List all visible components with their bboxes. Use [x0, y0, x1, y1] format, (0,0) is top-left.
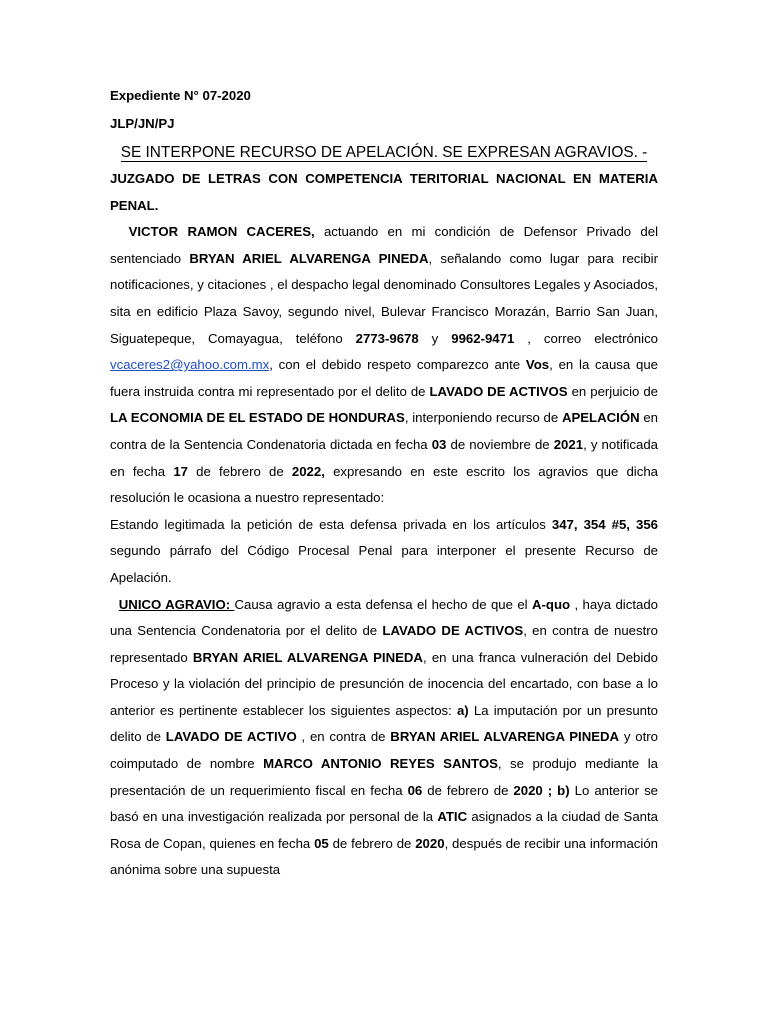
- text-run: , después de recibir una información anónima sobre una supuesta: [110, 835, 658, 878]
- requirement-year-and-point-b: 2020 ; b): [513, 782, 570, 798]
- crime-name: LAVADO DE ACTIVOS: [382, 623, 524, 639]
- email-link[interactable]: vcaceres2@yahoo.com.mx: [110, 357, 270, 373]
- text-run: y otro coimputado de nombre: [110, 729, 658, 772]
- text-run: de febrero de: [328, 835, 416, 851]
- text-run: de febrero de: [187, 463, 292, 479]
- text-run: , en la causa que fuera instruida contra mi representado por el delito de: [110, 357, 659, 399]
- sentence-day: 03: [431, 436, 447, 452]
- atic-agency: ATIC: [437, 809, 468, 825]
- text-run: , haya dictado una Sentencia Condenatoria por el delito de: [110, 596, 658, 639]
- notification-year: 2022,: [291, 463, 325, 479]
- text-run: , señalando como lugar para recibir notificaciones, y citaciones , el despacho legal denominado Consultores Legales y Asociados, sita en edificio Plaza Savoy, segundo nivel, Bulevar Francisco Morazán, Barrio San Juan, Siguatepeque, Comayagua, teléfono: [110, 250, 658, 346]
- text-run: de febrero de: [422, 782, 514, 798]
- crime-name: LAVADO DE ACTIVOS: [429, 383, 568, 399]
- text-run: , se produjo mediante la presentación de un requerimiento fiscal en fecha: [110, 756, 658, 798]
- text-run: , con el debido respeto comparezco ante: [269, 357, 526, 373]
- paragraph-legitimacy: [110, 512, 658, 592]
- text-run: , en una franca vulneración del Debido Proceso y la violación del principio de presunción de inocencia del encartado, con base a lo anterior es pertinente establecer los siguientes aspectos:: [110, 649, 658, 718]
- text-run: , en contra de nuestro representado: [110, 623, 659, 665]
- text-run: La imputación por un presunto delito de: [110, 702, 659, 745]
- court-addressee: JUZGADO DE LETRAS CON COMPETENCIA TERITORIAL NACIONAL EN MATERIA PENAL.: [110, 171, 658, 213]
- text-run: Estando legitimada la petición de esta defensa privada en los artículos: [110, 516, 552, 532]
- text-run: expresando en este escrito los agravios que dicha resolución le ocasiona a nuestro representado:: [110, 463, 658, 506]
- addressee-vos: Vos: [525, 357, 550, 373]
- investigation-year: 2020: [415, 835, 445, 851]
- defender-name: VICTOR RAMON CACERES,: [128, 224, 315, 240]
- point-a-marker: a): [456, 702, 469, 718]
- document-title: [110, 140, 658, 166]
- grievance-heading: UNICO AGRAVIO:: [118, 596, 235, 612]
- crime-name-2: LAVADO DE ACTIVO: [165, 729, 297, 745]
- paragraph-grievance: [110, 592, 658, 885]
- sentence-year: 2021: [553, 436, 584, 452]
- coaccused-name: MARCO ANTONIO REYES SANTOS: [263, 756, 498, 772]
- text-run: segundo párrafo del Código Procesal Penal para interponer el presente Recurso de Apelación.: [110, 543, 658, 585]
- text-run: Causa agravio a esta defensa el hecho de que el: [234, 596, 532, 612]
- text-run: actuando en mi condición de Defensor Privado del sentenciado: [110, 224, 659, 266]
- text-run: en perjuicio de: [567, 383, 658, 399]
- text-run: , correo electrónico: [514, 330, 659, 346]
- text-run: , en contra de: [296, 729, 391, 745]
- appeal-word: APELACIÓN: [561, 410, 640, 426]
- accused-name: BRYAN ARIEL ALVARENGA PINEDA: [189, 250, 429, 266]
- text-run: Lo anterior se basó en una investigación realizada por personal de la: [110, 782, 658, 825]
- case-number: Expediente N° 07-2020: [110, 88, 251, 103]
- notification-day: 17: [173, 463, 188, 479]
- text-run: , interponiendo recurso de: [404, 410, 562, 426]
- document-title-text: SE INTERPONE RECURSO DE APELACIÓN. SE EXPRESAN AGRAVIOS. -: [120, 144, 648, 161]
- investigation-day: 05: [314, 835, 329, 851]
- court-code: JLP/JN/PJ: [110, 116, 175, 131]
- phone-1: 2773-9678: [355, 330, 419, 346]
- victim-name: LA ECONOMIA DE EL ESTADO DE HONDURAS: [110, 410, 405, 426]
- accused-name: BRYAN ARIEL ALVARENGA PINEDA: [192, 649, 423, 665]
- paragraph-introduction: [110, 219, 658, 512]
- text-run: de noviembre de: [446, 436, 554, 452]
- a-quo: A-quo: [531, 596, 571, 612]
- accused-name-2: BRYAN ARIEL ALVARENGA PINEDA: [390, 729, 620, 745]
- text-run: , y notificada en fecha: [110, 436, 658, 479]
- text-run: y: [418, 330, 452, 346]
- requirement-day: 06: [407, 782, 423, 798]
- phone-2: 9962-9471: [451, 330, 515, 346]
- text-run: asignados a la ciudad de Santa Rosa de Copan, quienes en fecha: [110, 809, 658, 851]
- text-run: en contra de la Sentencia Condenatoria dictada en fecha: [110, 410, 658, 452]
- article-numbers: 347, 354 #5, 356: [551, 516, 658, 532]
